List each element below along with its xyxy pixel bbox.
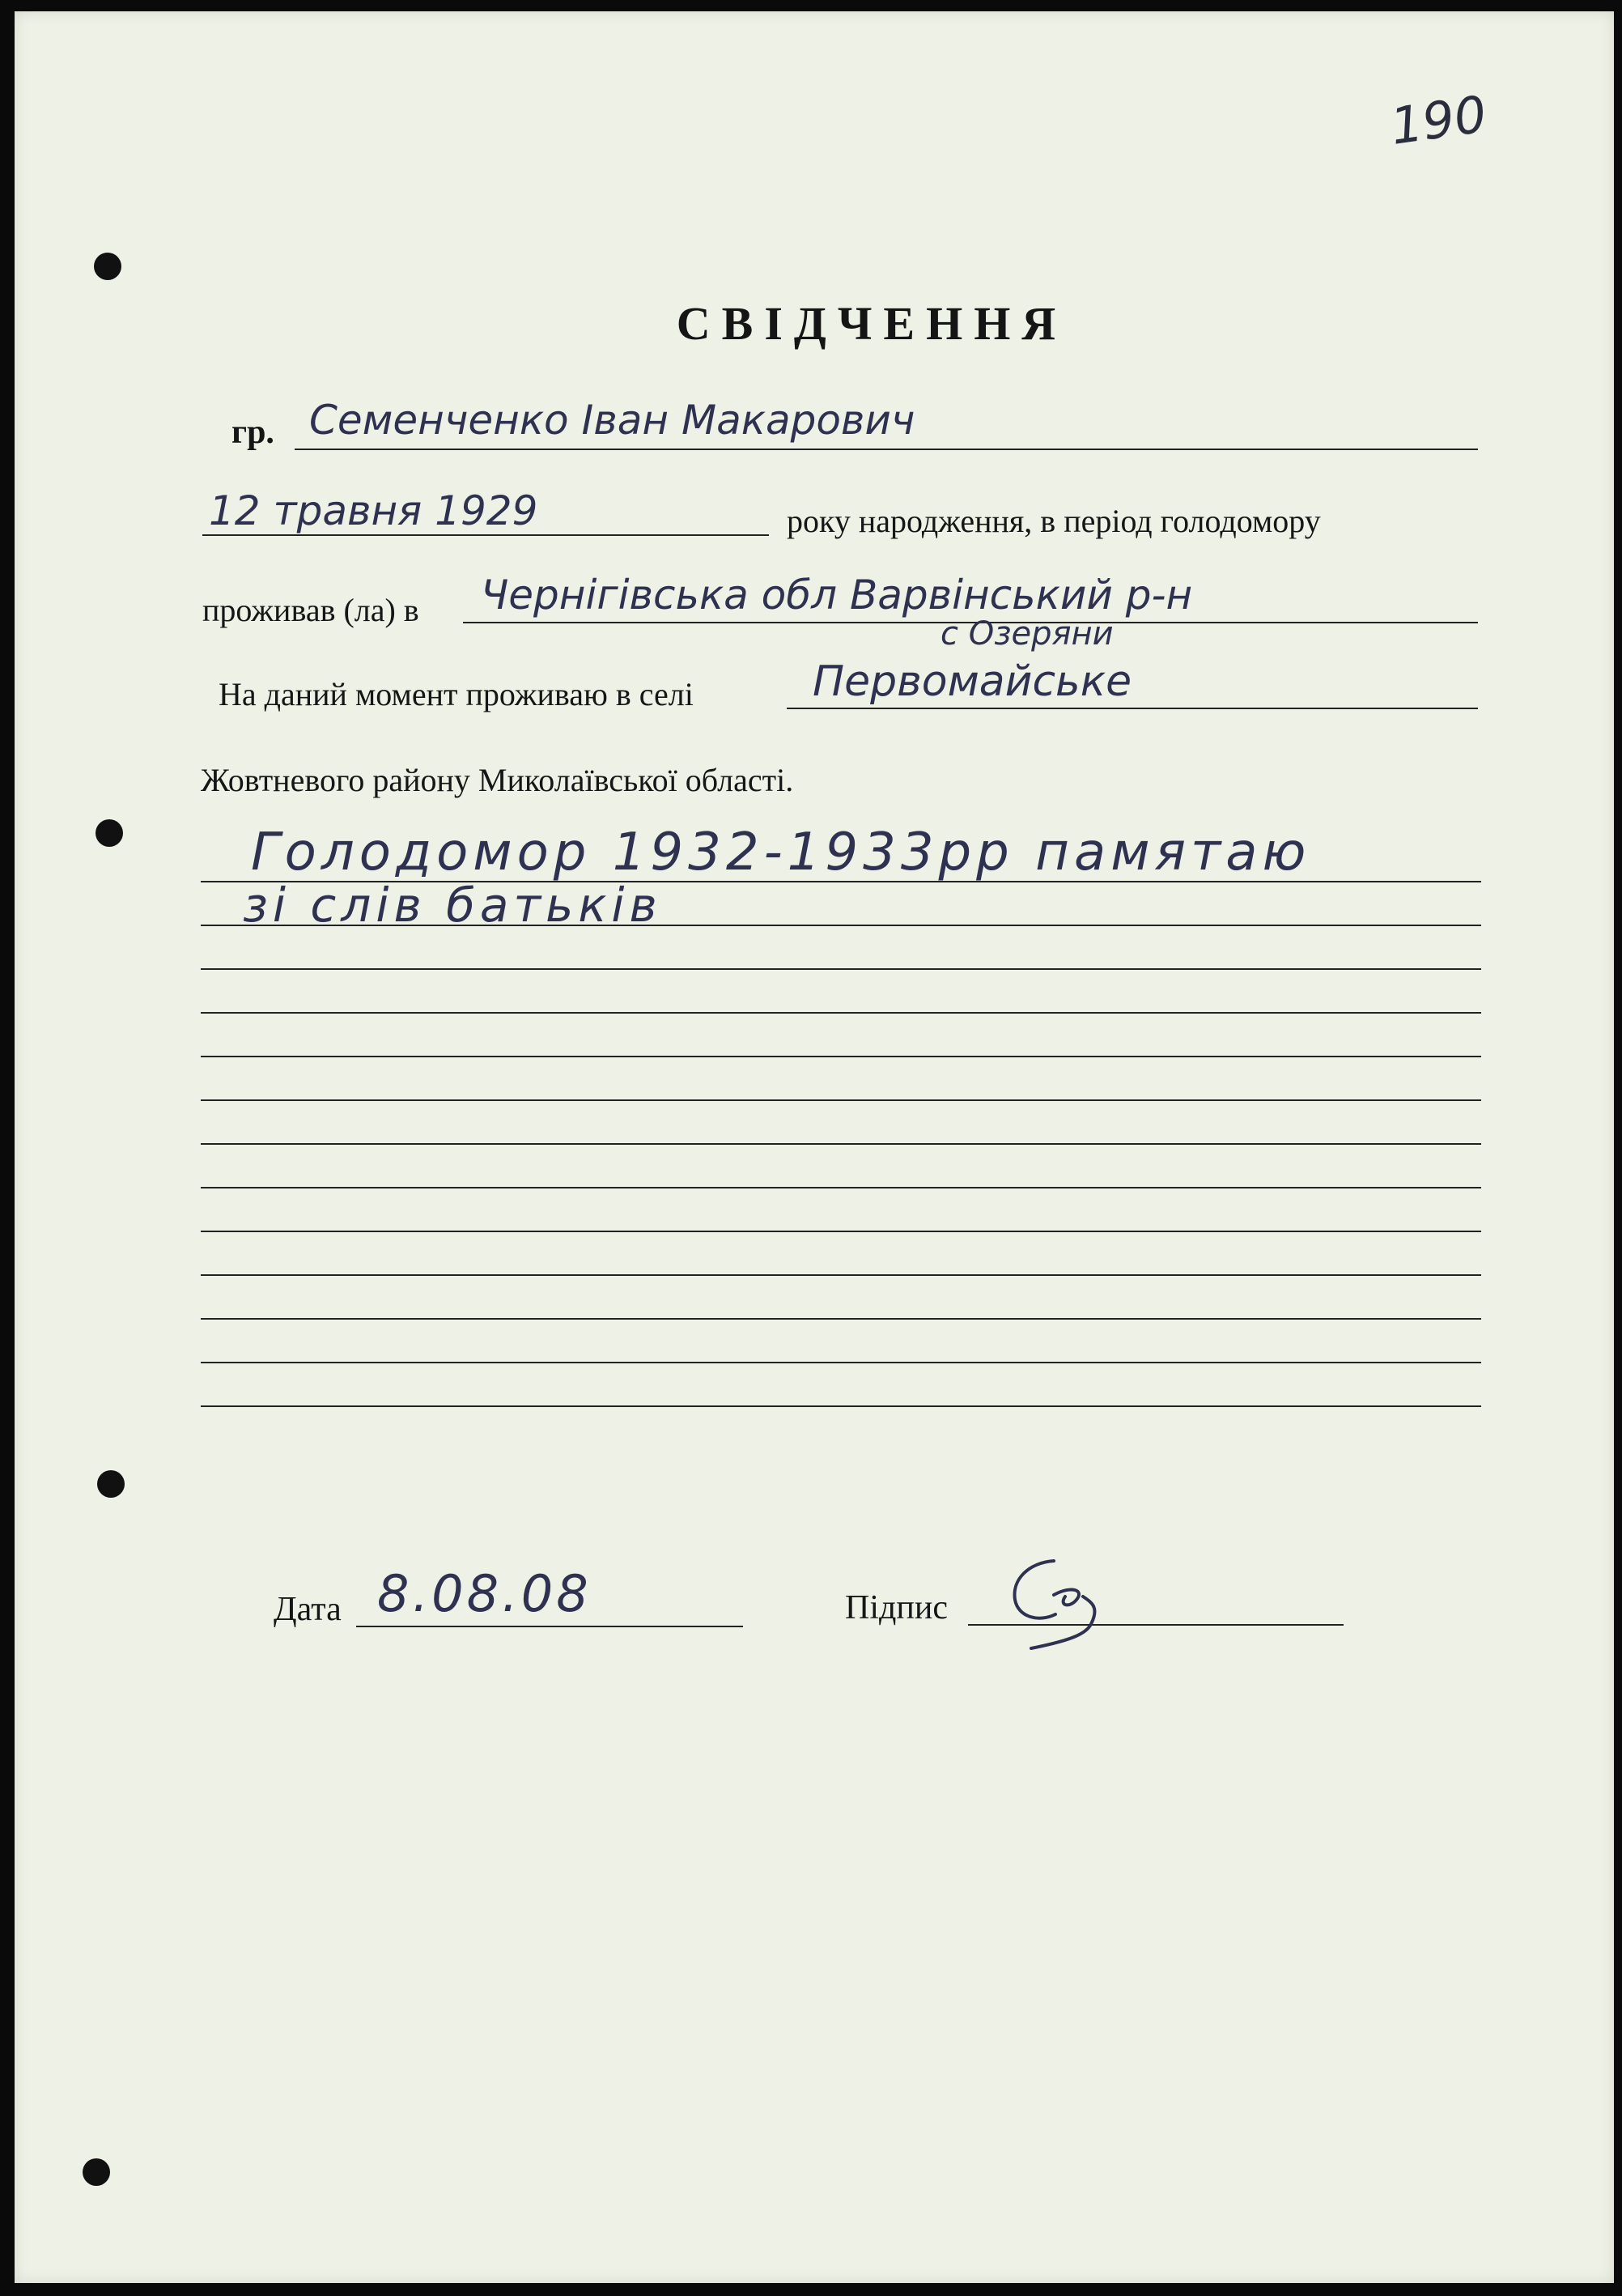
testimony-line <box>201 1012 1481 1014</box>
punch-hole <box>97 1470 125 1498</box>
testimony-line <box>201 1187 1481 1188</box>
testimony-line <box>201 1231 1481 1232</box>
testimony-line <box>201 1405 1481 1407</box>
document-title: СВІДЧЕННЯ <box>676 297 1068 350</box>
citizen-name-handwritten: Семенченко Іван Макарович <box>309 397 915 444</box>
date-handwritten: 8.08.08 <box>377 1564 592 1623</box>
birth-label: року народження, в період голодомору <box>787 503 1321 539</box>
birth-date-line <box>202 534 769 536</box>
birth-date-handwritten: 12 травня 1929 <box>209 487 538 534</box>
document-sheet <box>15 11 1614 2283</box>
residence-village-handwritten: с Озеряни <box>941 615 1114 653</box>
testimony-line <box>201 968 1481 970</box>
testimony-line2-handwritten: зі слів батьків <box>243 878 662 933</box>
testimony-line <box>201 1318 1481 1320</box>
residence-label: проживав (ла) в <box>202 592 419 628</box>
testimony-line <box>201 1099 1481 1101</box>
signature-mark <box>997 1546 1135 1652</box>
citizen-prefix: гр. <box>231 414 274 451</box>
punch-hole <box>96 819 123 847</box>
current-label: На даний момент проживаю в селі <box>219 676 694 712</box>
date-line <box>356 1626 743 1627</box>
signature-label: Підпис <box>845 1589 948 1626</box>
testimony-line <box>201 1362 1481 1363</box>
testimony-line1-handwritten: Голодомор 1932-1933рр памятаю <box>251 823 1311 882</box>
name-line <box>295 449 1478 450</box>
testimony-line <box>201 1143 1481 1145</box>
district-text: Жовтневого району Миколаївської області. <box>201 762 794 798</box>
testimony-line <box>201 1056 1481 1057</box>
punch-hole <box>83 2158 110 2186</box>
testimony-line <box>201 1274 1481 1276</box>
residence-place-handwritten: Чернігівська обл Варвінський р-н <box>481 572 1193 619</box>
date-label: Дата <box>274 1591 342 1628</box>
punch-hole <box>94 253 121 280</box>
current-village-handwritten: Первомайське <box>813 657 1132 706</box>
archive-page-number: 190 <box>1386 84 1490 156</box>
current-village-line <box>787 708 1478 709</box>
